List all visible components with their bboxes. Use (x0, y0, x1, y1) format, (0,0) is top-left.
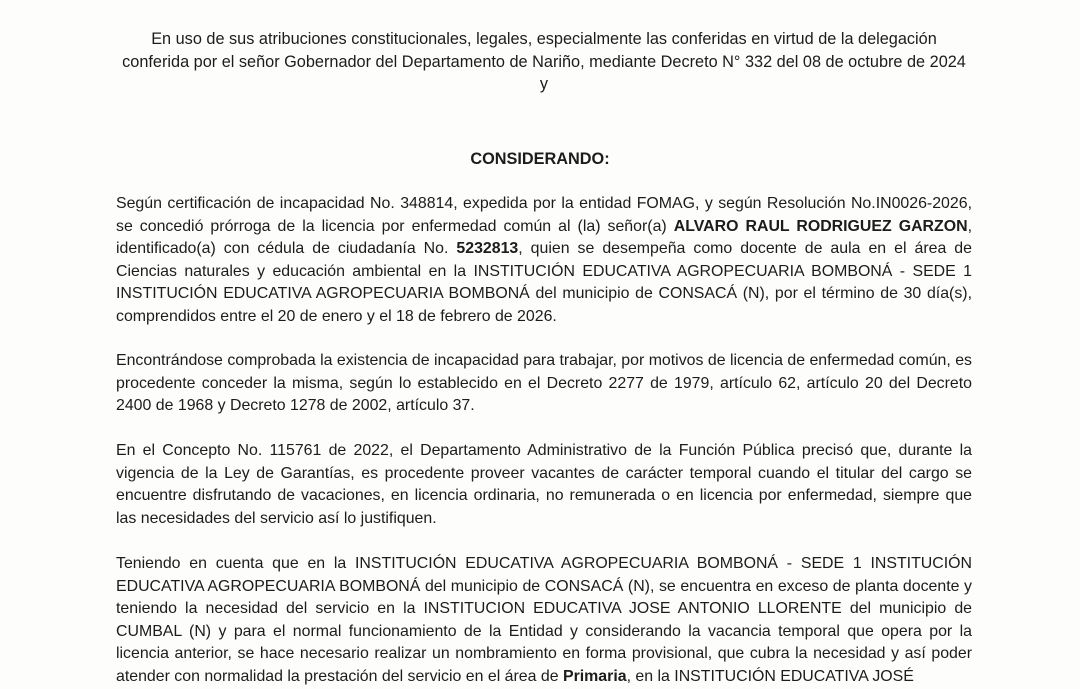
p1-text-c: , quien se desempeña como docente de aula en el área de Ciencias naturales y educación ambiental en la INSTITUCIÓN EDUCATIVA AGROPECUARIA BOMBONÁ - SEDE 1 INSTITUCIÓN EDUCATIVA AGROPECUARIA BOMBONÁ del municipio de CONSACÁ (N), por el término de 30 día(s), comprendidos entre el 20 de enero y el 18 de febrero de 2026. (116, 240, 972, 325)
p4-text-a: Teniendo en cuenta que en la INSTITUCIÓN EDUCATIVA AGROPECUARIA BOMBONÁ - SEDE 1 INSTITUCIÓN EDUCATIVA AGROPECUARIA BOMBONÁ del municipio de CONSACÁ (N), se encuentra en exceso de planta docente y teniendo la necesidad del servicio en la INSTITUCION EDUCATIVA JOSE ANTONIO LLORENTE del municipio de CUMBAL (N) y para el normal funcionamiento de la Entidad y considerando la vacancia temporal que opera por la licencia anterior, se hace necesario realizar un nombramiento en forma provisional, que cubra la necesidad y así poder atender con normalidad la prestación del servicio en el área de (116, 555, 972, 685)
intro-paragraph: En uso de sus atribuciones constitucionales, legales, especialmente las conferidas en virtud de la delegación conferida por el señor Gobernador del Departamento de Nariño, mediante Decreto N° 332 del 08 de octubre de 2024 y (122, 30, 966, 93)
id-number: 5232813 (456, 240, 519, 258)
paragraph-concept: En el Concepto No. 115761 de 2022, el Departamento Administrativo de la Función Pública precisó que, durante la vigencia de la Ley de Garantías, es procedente proveer vacantes de carácter temporal cuando el titular del cargo se encuentre disfrutando de vacaciones, en licencia ordinaria, no remunerada o en licencia por enfermedad, siempre que las necesidades del servicio así lo justifiquen. (116, 442, 972, 527)
paragraph-legal-basis: Encontrándose comprobada la existencia de incapacidad para trabajar, por motivos de licencia de enfermedad común, es procedente conceder la misma, según lo establecido en el Decreto 2277 de 1979, artículo 62, artículo 20 del Decreto 2400 de 1968 y Decreto 1278 de 2002, artículo 37. (116, 352, 972, 415)
p4-text-b: , en la INSTITUCIÓN EDUCATIVA JOSÉ (626, 667, 914, 685)
paragraph-incapacity-certificate (116, 193, 972, 329)
paragraph-appointment (116, 553, 972, 689)
p1-text-a: Según certificación de incapacidad No. 348814, expedida por la entidad FOMAG, y según Resolución No.IN0026-2026, se concedió prórroga de la licencia por enfermedad común al (la) señor(a) (116, 195, 972, 235)
section-heading: CONSIDERANDO: (470, 150, 610, 168)
area-name: Primaria (562, 667, 627, 685)
p1-text-b: , identificado(a) con cédula de ciudadanía No. (116, 217, 973, 258)
teacher-name: ALVARO RAUL RODRIGUEZ GARZON (673, 217, 968, 235)
